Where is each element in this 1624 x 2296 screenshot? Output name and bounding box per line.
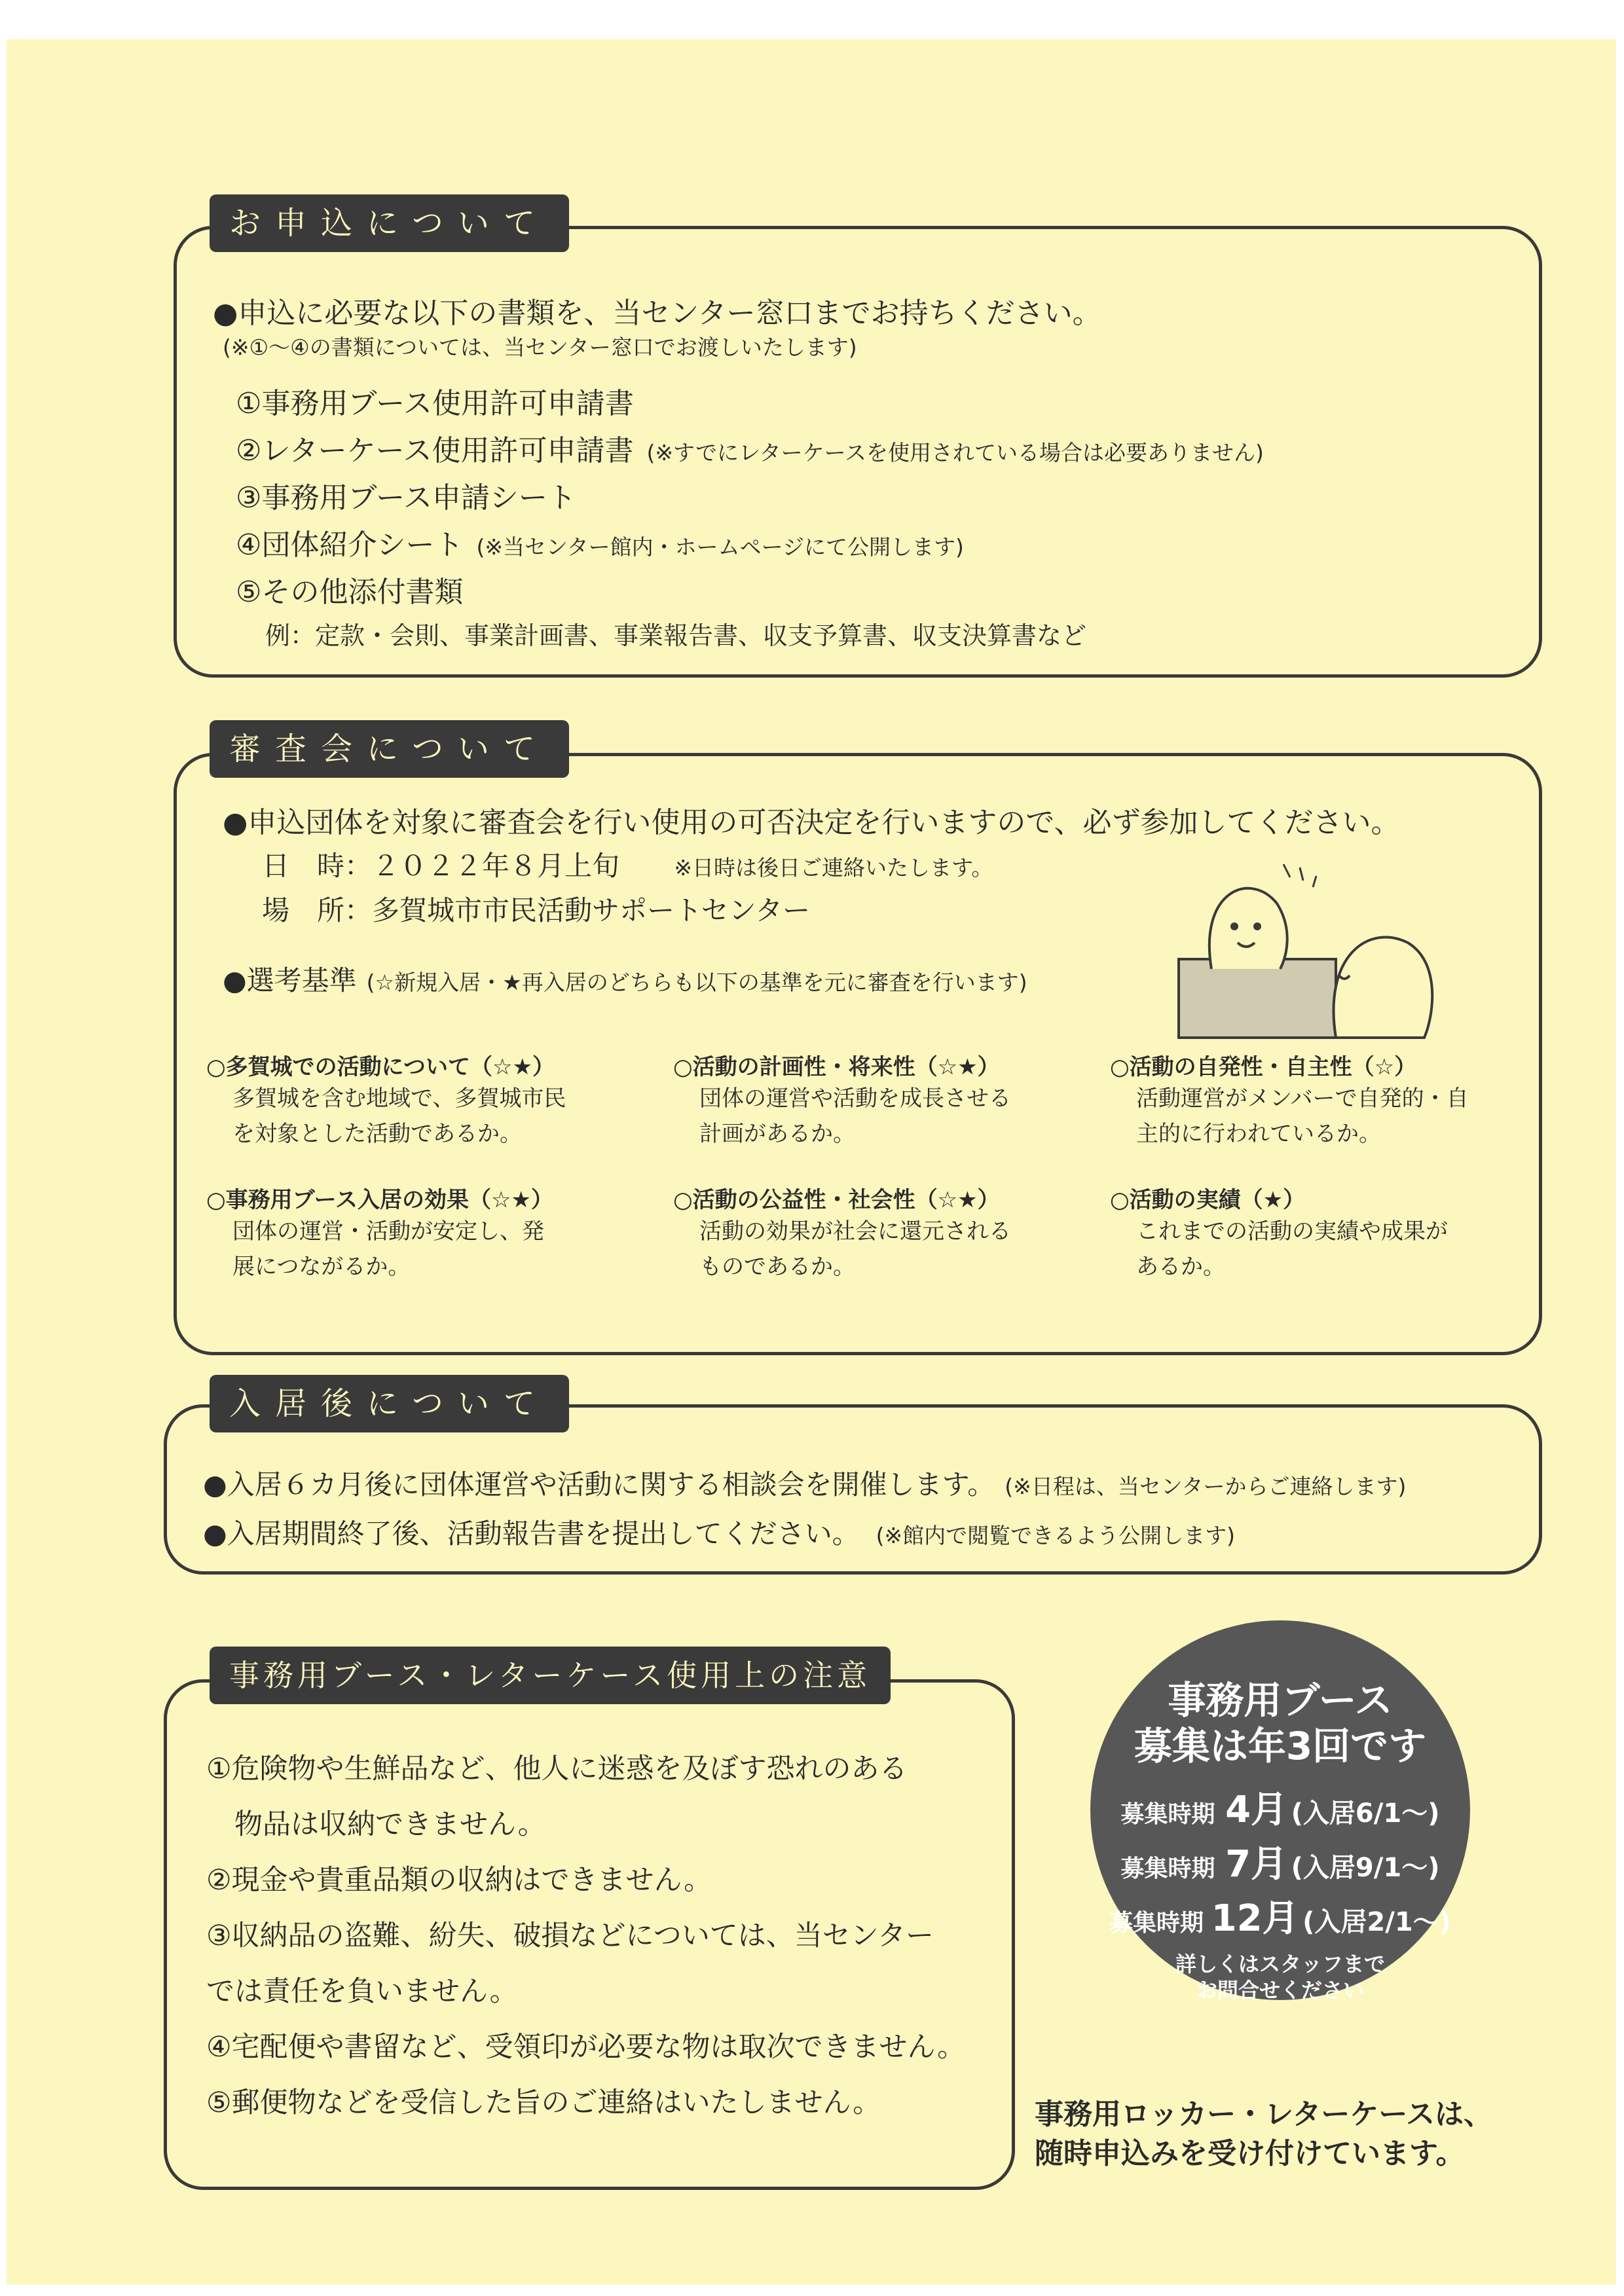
criterion-3: ○活動の自発性・自主性（☆） 活動運営がメンバーで自発的・自 主的に行われているか。 [1110, 1054, 1469, 1147]
apply-note: (※①〜④の書類については、当センター窓口でお渡しいたします) [223, 335, 857, 360]
recruit-badge [1090, 1620, 1470, 2003]
apply-item-2: ②レターケース使用許可申請書 (※すでにレターケースを使用されている場合は必要ありません) [236, 434, 1264, 467]
caution-title: 事務用ブース・レターケース使用上の注意 [210, 1647, 891, 1704]
review-date: 日 時：２０２２年８月上旬 ※日時は後日ご連絡いたします。 [262, 850, 993, 882]
mascot-illustration [1172, 845, 1447, 1048]
criterion-6: ○活動の実績（★） これまでの活動の実績や成果が あるか。 [1110, 1187, 1448, 1280]
criterion-4: ○事務用ブース入居の効果（☆★） 団体の運営・活動が安定し、発 展につながるか。 [206, 1187, 553, 1280]
locker-note: 事務用ロッカー・レターケースは、 随時申込みを受け付けています。 [1035, 2098, 1493, 2170]
apply-example: 例：定款・会則、事業計画書、事業報告書、収支予算書、収支決算書など [265, 621, 1087, 650]
after-line-1: ●入居６カ月後に団体運営や活動に関する相談会を開催します。 (※日程は、当センターからご連絡します) [203, 1468, 1407, 1501]
review-title: 審査会について [210, 720, 569, 778]
recruit-period-3: 募集時期 12月 (入居2/1〜) [1109, 1897, 1451, 1940]
apply-title: お申込について [210, 194, 569, 252]
review-lead: ●申込団体を対象に審査会を行い使用の可否決定を行いますので、必ず参加してください。 [223, 806, 1400, 839]
caution-line-5: では責任を負いません。 [206, 1975, 518, 2008]
recruit-period-1: 募集時期 4月 (入居6/1〜) [1120, 1789, 1440, 1831]
caution-list [206, 1741, 965, 2131]
recruit-contact-2: お問合せください [1196, 1978, 1364, 2003]
after-line-2: ●入居期間終了後、活動報告書を提出してください。 (※館内で閲覧できるよう公開します) [203, 1518, 1236, 1550]
apply-item-1: ①事務用ブース使用許可申請書 [236, 387, 634, 420]
recruit-period-2: 募集時期 7月 (入居9/1〜) [1120, 1843, 1440, 1886]
criterion-1: ○多賀城での活動について（☆★） 多賀城を含む地域で、多賀城市民 を対象とした活動であるか。 [206, 1054, 566, 1147]
recruit-title-1: 事務用ブース [1168, 1678, 1393, 1722]
recruit-title-2: 募集は年3回です [1134, 1724, 1427, 1768]
apply-item-4: ④団体紹介シート (※当センター館内・ホームページにて公開します) [236, 528, 964, 562]
caution-line-3: ②現金や貴重品類の収納はできません。 [206, 1864, 712, 1897]
review-place: 場 所：多賀城市市民活動サポートセンター [262, 894, 811, 926]
after-title: 入居後について [210, 1375, 569, 1432]
apply-item-3: ③事務用ブース申請シート [236, 481, 576, 515]
caution-line-1: ①危険物や生鮮品など、他人に迷惑を及ぼす恐れのある [206, 1753, 908, 1785]
recruit-contact-1: 詳しくはスタッフまで [1175, 1952, 1385, 1977]
criterion-5: ○活動の公益性・社会性（☆★） 活動の効果が社会に還元される ものであるか。 [673, 1187, 1011, 1280]
flyer-page [7, 39, 1616, 2285]
caution-line-4: ③収納品の盗難、紛失、破損などについては、当センター [206, 1920, 934, 1952]
caution-line-7: ⑤郵便物などを受信した旨のご連絡はいたしません。 [206, 2086, 881, 2119]
criterion-2: ○活動の計画性・将来性（☆★） 団体の運営や活動を成長させる 計画があるか。 [673, 1054, 1011, 1147]
caution-line-6: ④宅配便や書留など、受領印が必要な物は取次できません。 [206, 2031, 966, 2064]
criteria-heading: ●選考基準 (☆新規入居・★再入居のどちらも以下の基準を元に審査を行います) [223, 964, 1027, 996]
caution-line-2: 物品は収納できません。 [206, 1808, 546, 1841]
apply-lead: ●申込に必要な以下の書類を、当センター窓口までお持ちください。 [213, 297, 1101, 330]
apply-item-5: ⑤その他添付書類 [236, 575, 464, 609]
